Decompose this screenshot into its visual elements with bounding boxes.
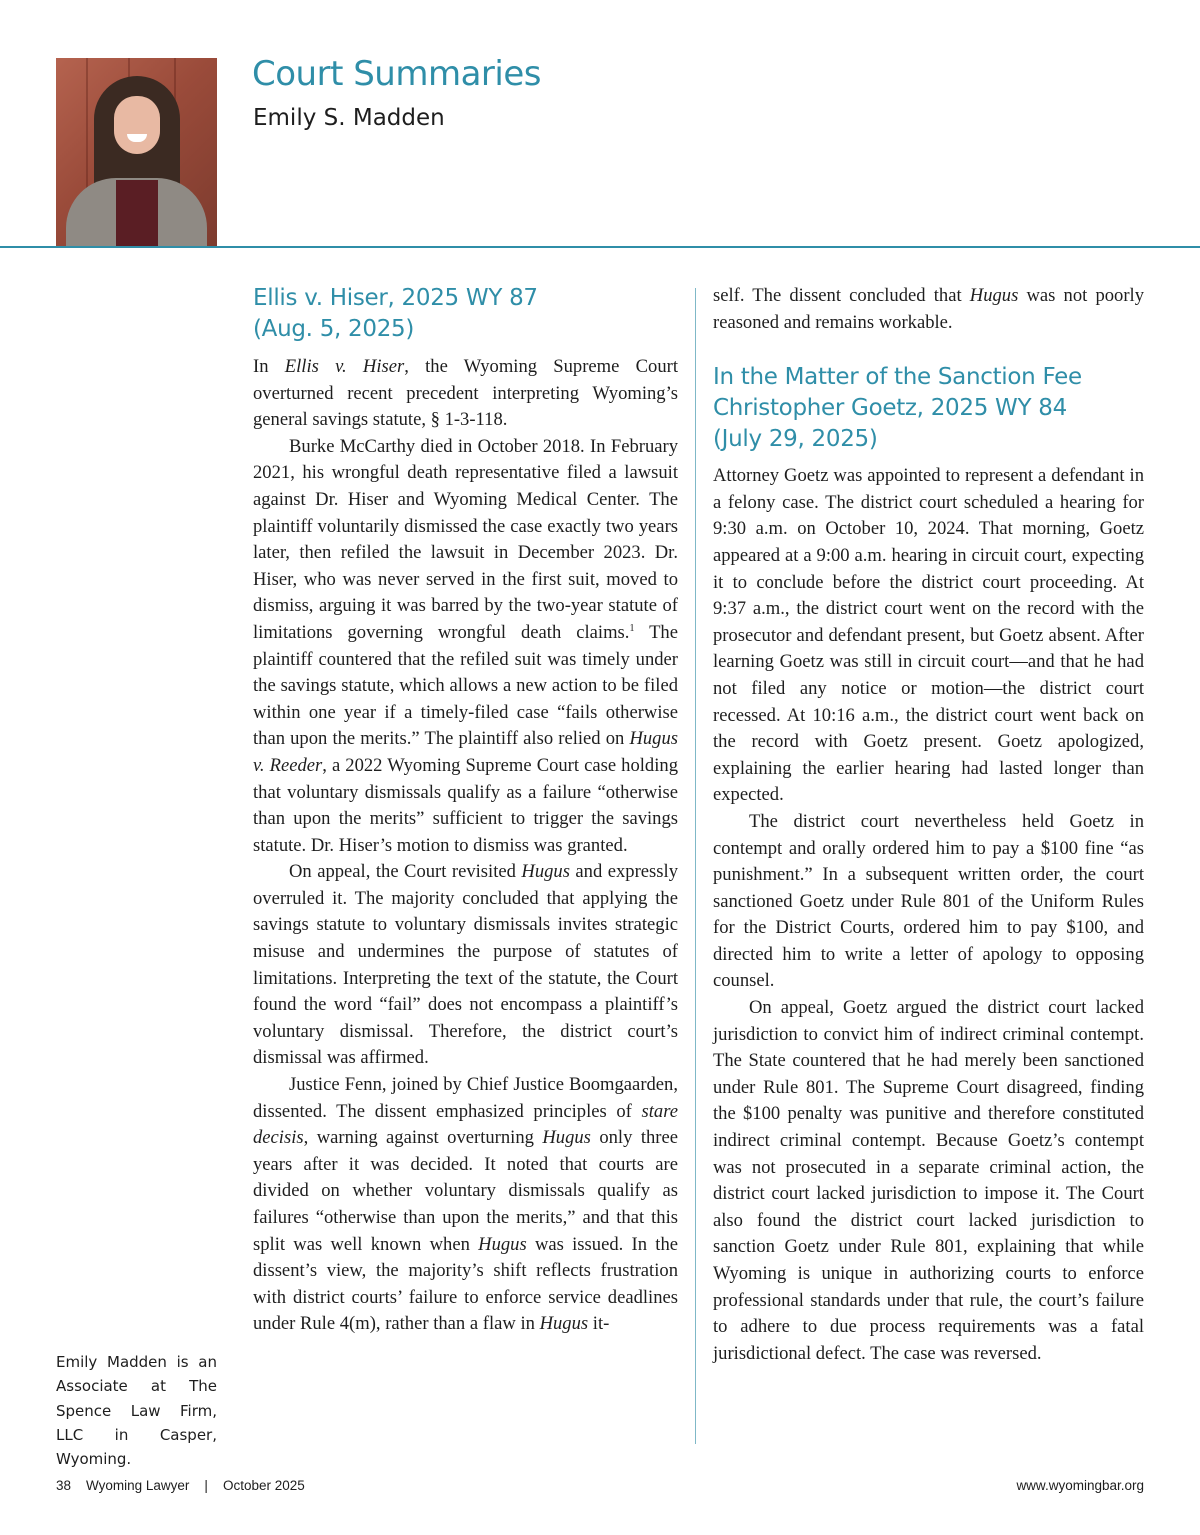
left-column: [253, 283, 678, 1338]
author-photo: [56, 58, 217, 246]
article-title-goetz: In the Matter of the Sanction Fee Christopher Goetz, 2025 WY 84 (July 29, 2025): [713, 364, 1082, 453]
paragraph-continuation: self. The dissent concluded that Hugus was not poorly reasoned and remains workable.: [713, 285, 1145, 333]
header-divider: [0, 246, 1200, 248]
article-title-ellis: Ellis v. Hiser, 2025 WY 87 (Aug. 5, 2025): [253, 285, 538, 342]
footer-publication: 38 Wyoming Lawyer | October 2025: [56, 1478, 305, 1493]
section-title: Court Summaries: [252, 54, 541, 94]
footnote-ref: 1: [629, 622, 635, 634]
author-name: Emily S. Madden: [253, 105, 445, 131]
column-divider: [695, 288, 696, 1444]
paragraph: On appeal, the Court revisited Hugus and expressly overruled it. The majority concluded that applying the savings statute to voluntary dismissals invites strategic misuse and undermines the purpose of statutes of limitations. Interpreting the text of the statute, the Court found the word “fail” does not encompass a plaintiff’s voluntary dismissal. Therefore, the district court’s dismissal was affirmed.: [253, 861, 678, 1069]
paragraph: In Ellis v. Hiser, the Wyoming Supreme Court overturned recent precedent interpreting Wyoming’s general savings statute, § 1-3-118.: [253, 356, 679, 431]
right-column: [713, 283, 1144, 1367]
paragraph-continued: Justice Fenn, joined by Chief Justice Boomgaarden, dissented. The dissent emphasized principles of stare decisis, warning against overturning Hugus only three years after it was decided. It noted that courts are divided on whether voluntary dismissals qualify as failures “otherwise than upon the merits,” and that this split was well known when Hugus was issued. In the dissent’s view, the majority’s shift reflects frustration with district courts’ failure to enforce service deadlines under Rule 4(m), rather than a flaw in Hugus it-: [253, 1074, 678, 1335]
author-bio: Emily Madden is an Associate at The Spence Law Firm, LLC in Casper, Wyoming.: [56, 1353, 217, 1469]
paragraph: Burke McCarthy died in October 2018. In February 2021, his wrongful death representative filed a lawsuit against Dr. Hiser and Wyoming Medical Center. The plaintiff voluntarily dismissed the case exactly two years later, then refiled the lawsuit in December 2023. Dr. Hiser, who was never served in the first suit, moved to dismiss, arguing it was barred by the two-year statute of limitations governing wrongful death claims.$^1$ The plaintiff countered that the refiled suit was timely under the savings statute, which allows a new action to be filed within one year if a timely-filed case “fails otherwise than upon the merits.” The plaintiff also relied on Hugus v. Reeder, a 2022 Wyoming Supreme Court case holding that voluntary dismissals qualify as a failure “otherwise than upon the merits” sufficient to trigger the savings statute. Dr. Hiser’s motion to dismiss was granted.: [253, 435, 678, 856]
paragraph: On appeal, Goetz argued the district court lacked jurisdiction to convict him of indirect criminal contempt. The State countered that he had merely been sanctioned under Rule 801. The Supreme Court disagreed, finding the $100 penalty was punitive and therefore constituted indirect criminal contempt. Because Goetz’s contempt was not prosecuted in a separate criminal action, the district court lacked jurisdiction to impose it. The Court also found the district court lacked jurisdiction to sanction Goetz under Rule 801, explaining that while Wyoming is unique in authorizing courts to enforce professional standards under that rule, the court’s failure to adhere to due process requirements was a fatal jurisdictional defect. The case was reversed.: [713, 997, 1144, 1364]
footer-website: www.wyomingbar.org: [1016, 1478, 1144, 1493]
paragraph: Attorney Goetz was appointed to represent a defendant in a felony case. The district court scheduled a hearing for 9:30 a.m. on October 10, 2024. That morning, Goetz appeared at a 9:00 a.m. hearing in circuit court, expecting it to conclude before the district court proceeding. At 9:37 a.m., the district court went on the record with the prosecutor and defendant present, but Goetz absent. After learning Goetz was still in circuit court—and that he had not filed any notice or motion—the district court recessed. At 10:16 a.m., the district court went back on the record with Goetz present. Goetz apologized, explaining the earlier hearing had lasted longer than expected.: [713, 465, 1144, 806]
paragraph: The district court nevertheless held Goetz in contempt and orally ordered him to pay a $100 fine “as punishment.” In a subsequent written order, the court sanctioned Goetz under Rule 801 of the Uniform Rules for the District Courts, ordered him to pay $100, and directed him to write a letter of apology to opposing counsel.: [713, 810, 1144, 992]
